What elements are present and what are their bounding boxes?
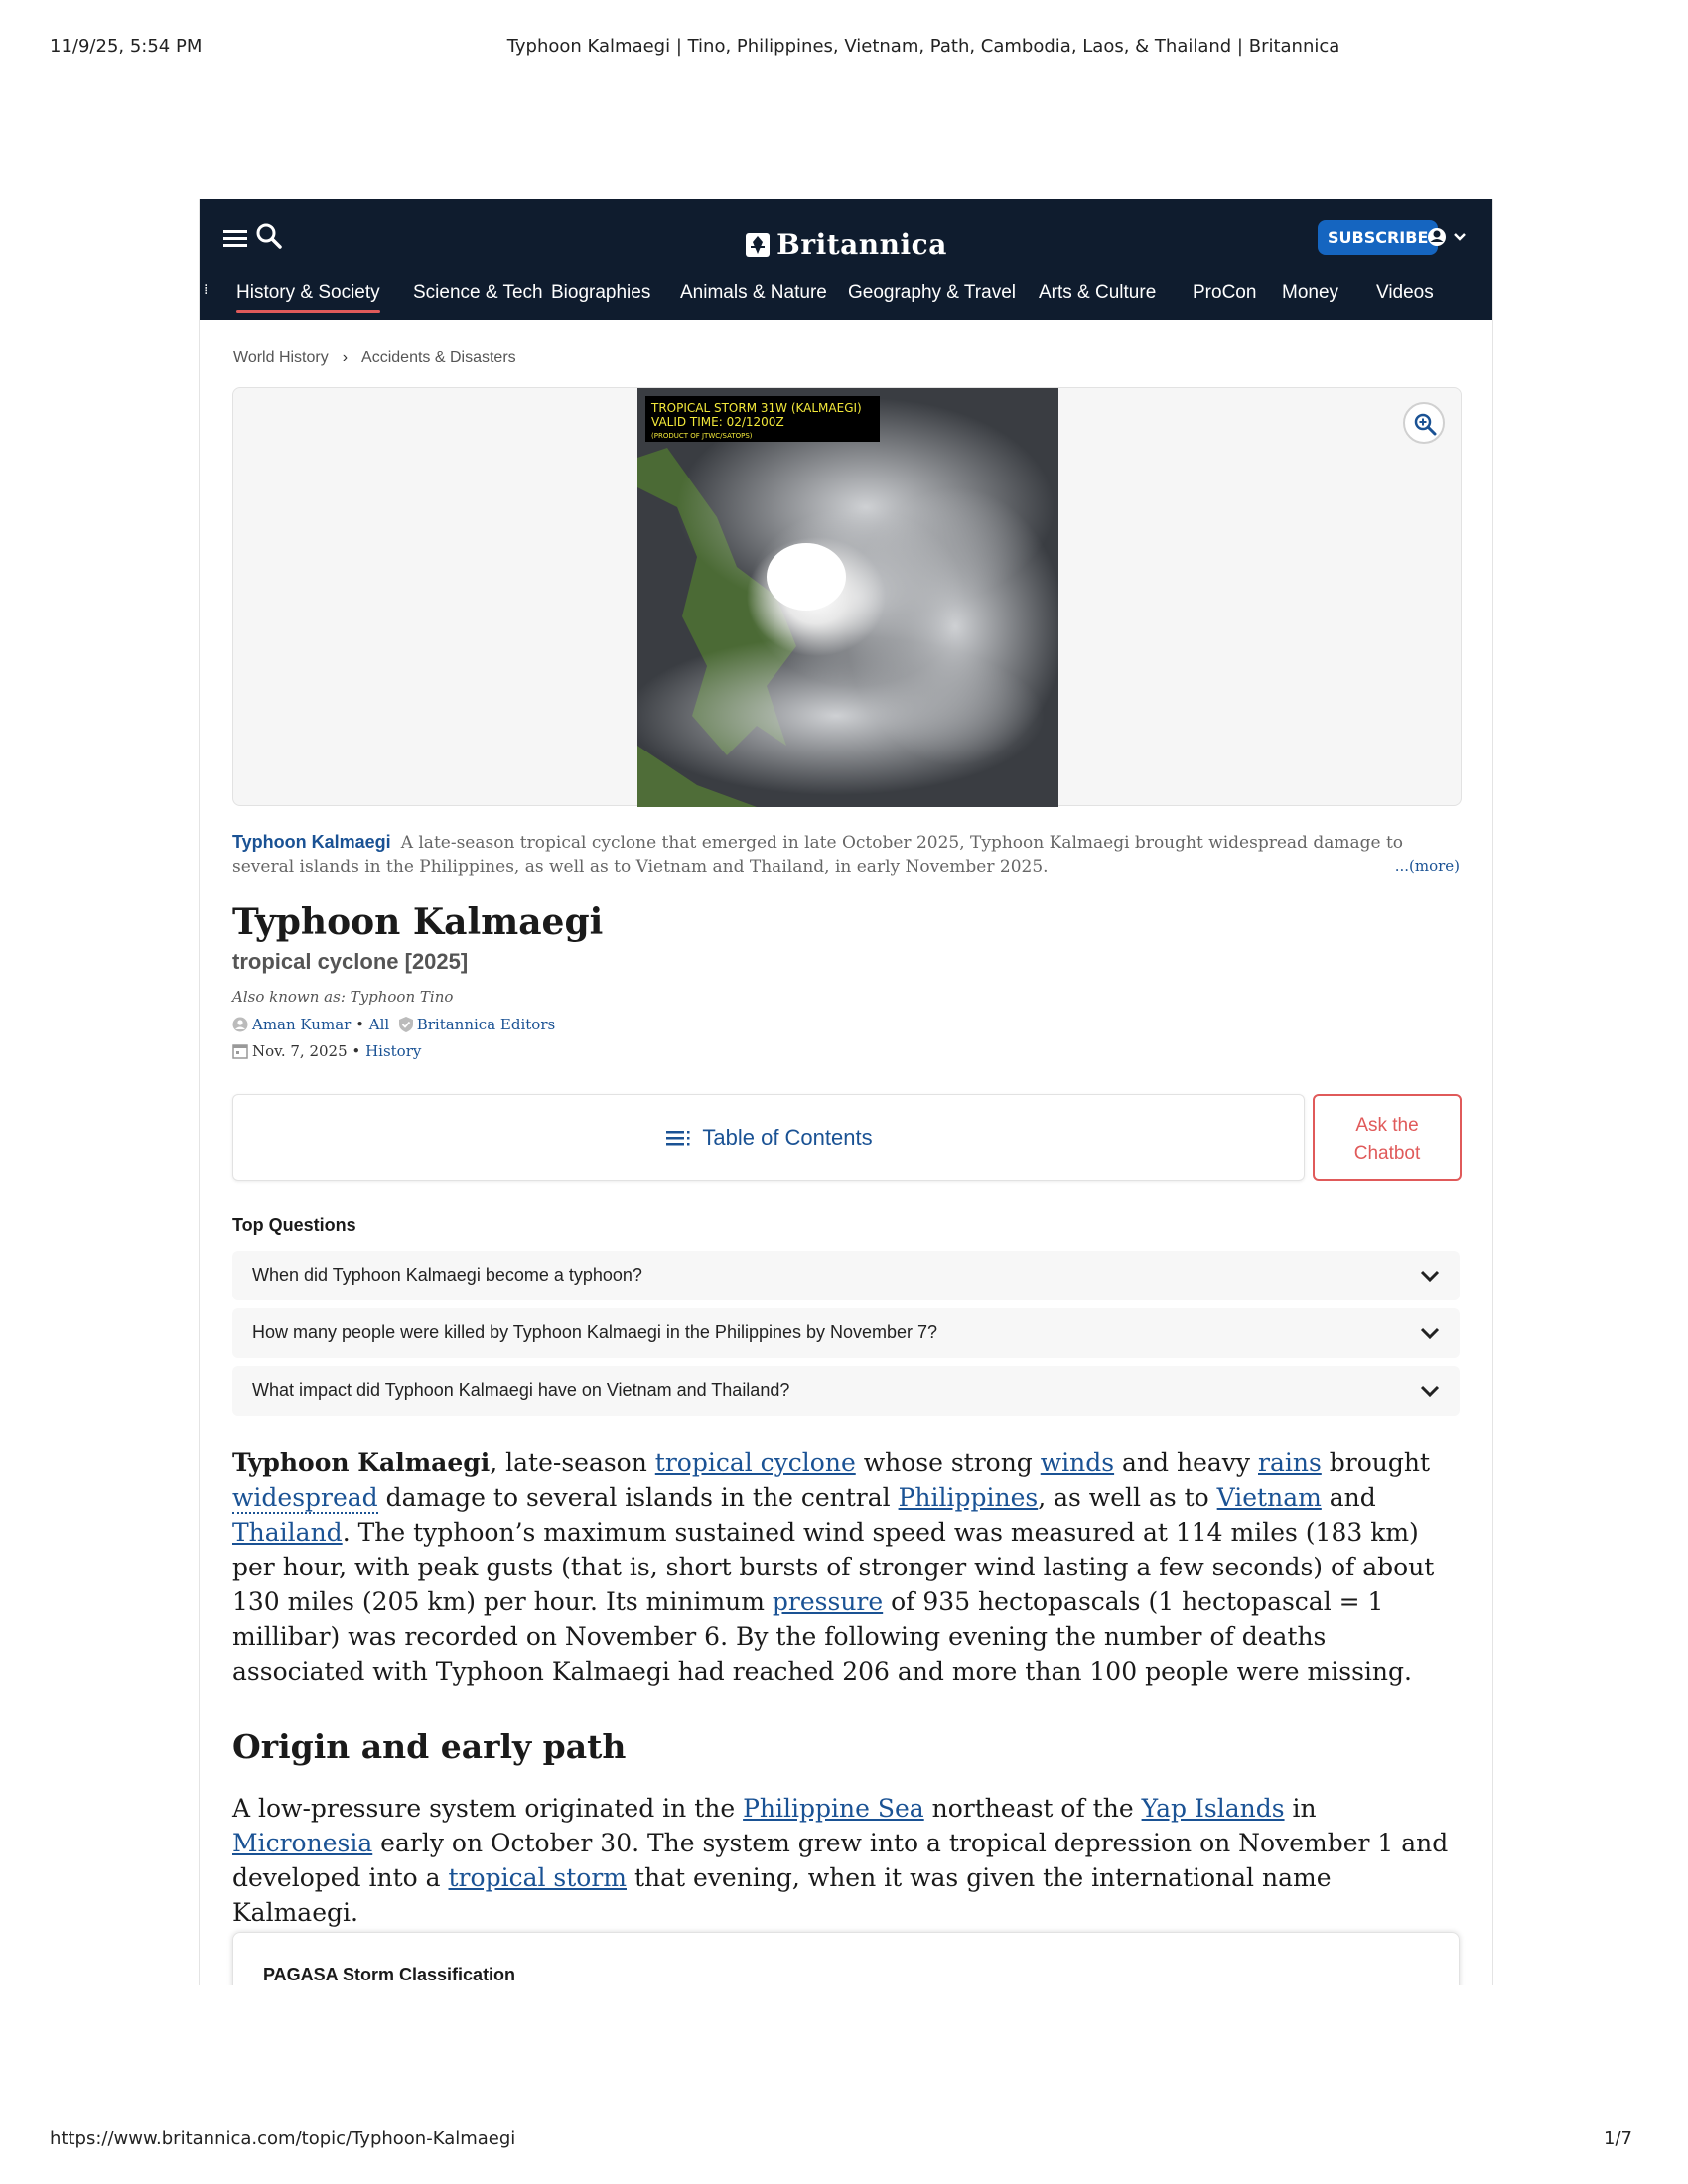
nav-item-money[interactable]: Money (1282, 282, 1339, 303)
link-philippines[interactable]: Philippines (898, 1483, 1039, 1512)
article-date: Nov. 7, 2025 (252, 1042, 348, 1060)
also-known-as (232, 988, 453, 1006)
all-authors-link[interactable]: All (368, 1016, 390, 1033)
caption-more-link[interactable]: ...(more) (1394, 857, 1460, 875)
site-logo[interactable] (200, 228, 1492, 261)
nav-item-science-tech[interactable]: Science & Tech (413, 282, 543, 303)
section-text: that evening, when it was given the international name Kalmaegi. (232, 1863, 1332, 1927)
list-icon (666, 1130, 692, 1148)
top-questions-heading: Top Questions (232, 1215, 356, 1235)
intro-text: , as well as to (1038, 1483, 1217, 1512)
question-item[interactable] (232, 1251, 1460, 1300)
britannica-thistle-icon (745, 232, 771, 258)
page-frame (199, 199, 1493, 1985)
zoom-image-button[interactable] (1403, 402, 1445, 444)
section-heading: Origin and early path (232, 1727, 627, 1766)
ask-chatbot-button[interactable] (1313, 1094, 1462, 1181)
aka-label: Also known as: (232, 988, 346, 1006)
author-avatar-icon (232, 1016, 248, 1039)
nav-item-arts-culture[interactable]: Arts & Culture (1039, 282, 1157, 303)
intro-text: and heavy (1114, 1448, 1258, 1477)
intro-text: of 935 hectopascals (1 hectopascal = 1 millibar) was recorded on November 6. By the following evening the number of deaths associated with Typhoon Kalmaegi had reached 206 and more than 100 people were missing. (232, 1587, 1412, 1686)
zoom-in-icon (1413, 412, 1437, 436)
link-rains[interactable]: rains (1258, 1448, 1322, 1477)
nav-item-procon[interactable]: ProCon (1193, 282, 1257, 303)
link-pressure[interactable]: pressure (772, 1587, 884, 1616)
user-account-icon (1427, 226, 1471, 250)
chevron-right-icon: › (342, 349, 349, 366)
link-micronesia[interactable]: Micronesia (232, 1829, 373, 1857)
nav-overflow-marker: ⁞ (204, 282, 209, 298)
calendar-icon (232, 1042, 248, 1066)
date-separator: • (352, 1042, 361, 1060)
section-text: in (1284, 1794, 1317, 1823)
nav-item-geography-travel[interactable]: Geography & Travel (848, 282, 1016, 303)
table-of-contents-button[interactable] (232, 1094, 1305, 1181)
byline (232, 1013, 555, 1066)
link-winds[interactable]: winds (1040, 1448, 1115, 1477)
site-header (200, 199, 1492, 320)
brand-name: Britannica (776, 228, 947, 261)
intro-paragraph (232, 1445, 1464, 1689)
nav-item-animals-nature[interactable]: Animals & Nature (680, 282, 827, 303)
breadcrumb-accidents-disasters[interactable]: Accidents & Disasters (361, 349, 516, 366)
link-philippine-sea[interactable]: Philippine Sea (743, 1794, 924, 1823)
breadcrumb (233, 349, 516, 367)
nav-item-biographies[interactable]: Biographies (551, 282, 651, 303)
question-text: What impact did Typhoon Kalmaegi have on Vietnam and Thailand? (252, 1380, 790, 1400)
print-page-title: Typhoon Kalmaegi | Tino, Philippines, Vietnam, Path, Cambodia, Laos, & Thailand | Britannica (506, 36, 1340, 57)
image-overlay-line-2: VALID TIME: 02/1200Z (651, 415, 784, 429)
toc-label: Table of Contents (702, 1125, 873, 1150)
category-link[interactable]: History (365, 1042, 422, 1060)
satellite-image[interactable] (637, 388, 1058, 807)
author-link[interactable]: Aman Kumar (252, 1016, 352, 1033)
nav-item-videos[interactable]: Videos (1376, 282, 1434, 303)
editors-link[interactable]: Britannica Editors (416, 1016, 556, 1033)
chevron-down-icon (1420, 1382, 1440, 1403)
byline-separator: • (355, 1016, 364, 1033)
question-text: When did Typhoon Kalmaegi become a typhoon? (252, 1265, 642, 1285)
intro-text: . The typhoon’s maximum sustained wind speed was measured at 114 miles (183 km) per hour, with peak gusts (that is, short bursts of stronger wind lasting a few seconds) of about 130 miles (205 km) per hour. Its minimum (232, 1518, 1435, 1616)
section-text: early on October 30. The system grew into a tropical depression on November 1 and developed into a (232, 1829, 1449, 1892)
caption-text: A late-season tropical cyclone that emerged in late October 2025, Typhoon Kalmaegi brought widespread damage to several islands in the Philippines, as well as to Vietnam and Thailand, in early November 2025. (232, 833, 1404, 877)
link-thailand[interactable]: Thailand (232, 1518, 343, 1547)
article-title: Typhoon Kalmaegi (232, 901, 604, 943)
chatbot-label-line-2: Chatbot (1353, 1143, 1421, 1163)
intro-text: , late-season (490, 1448, 655, 1477)
chatbot-label-line-1: Ask the (1355, 1115, 1419, 1136)
section-paragraph (232, 1791, 1464, 1930)
verified-shield-icon (399, 1016, 413, 1039)
chevron-down-icon (1420, 1267, 1440, 1288)
media-caption (232, 830, 1460, 879)
subscribe-button[interactable]: SUBSCRIBE (1318, 220, 1438, 255)
print-page-number: 1/7 (1604, 2128, 1632, 2149)
link-widespread[interactable]: widespread (232, 1483, 378, 1512)
section-text: northeast of the (923, 1794, 1142, 1823)
breadcrumb-world-history[interactable]: World History (233, 349, 329, 366)
chevron-down-icon (1420, 1324, 1440, 1345)
image-overlay-line-3: (PRODUCT OF JTWC/SATOPS) (651, 432, 753, 440)
link-tropical-cyclone[interactable]: tropical cyclone (654, 1448, 856, 1477)
pagasa-classification-box (232, 1932, 1460, 1985)
caption-title[interactable]: Typhoon Kalmaegi (232, 832, 391, 852)
question-item[interactable] (232, 1366, 1460, 1416)
question-text: How many people were killed by Typhoon Kalmaegi in the Philippines by November 7? (252, 1322, 938, 1342)
print-url: https://www.britannica.com/topic/Typhoon-Kalmaegi (50, 2128, 516, 2149)
intro-bold-term: Typhoon Kalmaegi (232, 1448, 491, 1477)
article-subtitle: tropical cyclone [2025] (232, 949, 469, 974)
section-text: A low-pressure system originated in the (232, 1794, 744, 1823)
aka-value: Typhoon Tino (350, 988, 454, 1006)
link-tropical-storm[interactable]: tropical storm (448, 1863, 627, 1892)
image-overlay-line-1: TROPICAL STORM 31W (KALMAEGI) (651, 401, 862, 415)
intro-text: brought (1321, 1448, 1431, 1477)
intro-text: and (1321, 1483, 1376, 1512)
featured-media (232, 387, 1462, 806)
question-item[interactable] (232, 1308, 1460, 1358)
print-header (0, 36, 1688, 66)
nav-item-history-society[interactable]: History & Society (236, 282, 380, 303)
intro-text: damage to several islands in the central (377, 1483, 899, 1512)
intro-text: whose strong (855, 1448, 1041, 1477)
link-yap-islands[interactable]: Yap Islands (1141, 1794, 1285, 1823)
account-menu[interactable] (1427, 226, 1471, 254)
pagasa-title: PAGASA Storm Classification (263, 1965, 516, 1984)
print-datetime: 11/9/25, 5:54 PM (50, 36, 203, 57)
category-nav (200, 278, 1492, 318)
link-vietnam[interactable]: Vietnam (1216, 1483, 1322, 1512)
